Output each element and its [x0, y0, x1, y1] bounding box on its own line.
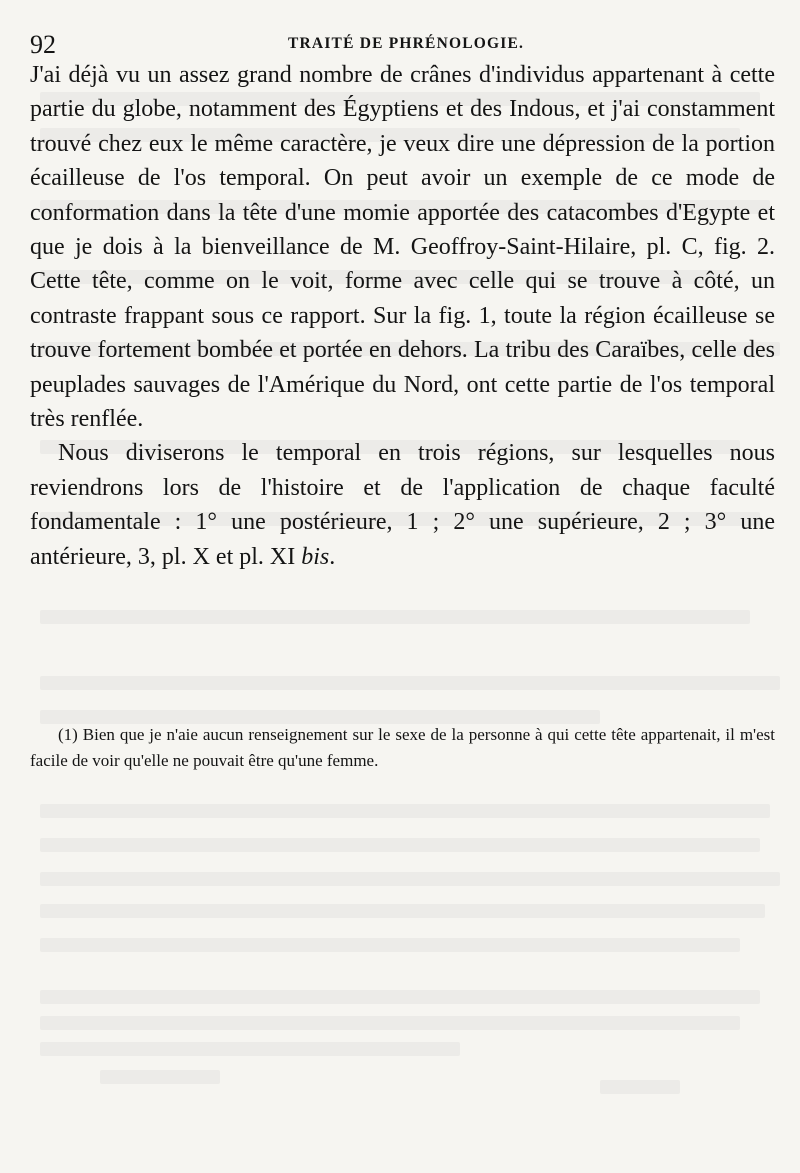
footnote — [30, 722, 775, 774]
main-text — [30, 58, 775, 574]
paragraph-1: J'ai déjà vu un assez grand nombre de crânes d'individus appartenant à cette partie du globe, notamment des Égyptiens et des Indous, et j'ai constamment trouvé chez eux le même caractère, je veux dire une dépression de la portion écailleuse de l'os temporal. On peut avoir un exemple de ce mode de conformation dans la tête d'une momie apportée des catacombes d'Egypte et que je dois à la bienveillance de M. Geoffroy-Saint-Hilaire, pl. C, fig. 2. Cette tête, comme on le voit, forme avec celle qui se trouve à côté, un contraste frappant sous ce rapport. Sur la fig. 1, toute la région écailleuse se trouve fortement bombée et portée en dehors. La tribu des Caraïbes, celle des peuplades sauvages de l'Amérique du Nord, ont cette partie de l'os temporal très renflée. — [30, 62, 775, 433]
paragraph-2 — [30, 436, 775, 574]
paragraph-2-text: Nous diviserons le temporal en trois régions, sur lesquelles nous reviendrons lors de l'histoire et de l'application de chaque faculté fondamentale : 1° une postérieure, 1 ; 2° une supérieure, 2 ; 3° une antérieure, 3, pl. X et pl. XI — [30, 440, 775, 570]
paragraph-2-italic: bis — [301, 543, 330, 570]
paragraph-2-end: . — [329, 543, 336, 570]
page-number: 92 — [30, 30, 56, 59]
running-title: TRAITÉ DE PHRÉNOLOGIE. — [288, 35, 525, 52]
page-header — [30, 30, 775, 60]
footnote-text: (1) Bien que je n'aie aucun renseignement sur le sexe de la personne à qui cette tête appartenait, il m'est facile de voir qu'elle ne pouvait être qu'une femme. — [30, 725, 775, 770]
